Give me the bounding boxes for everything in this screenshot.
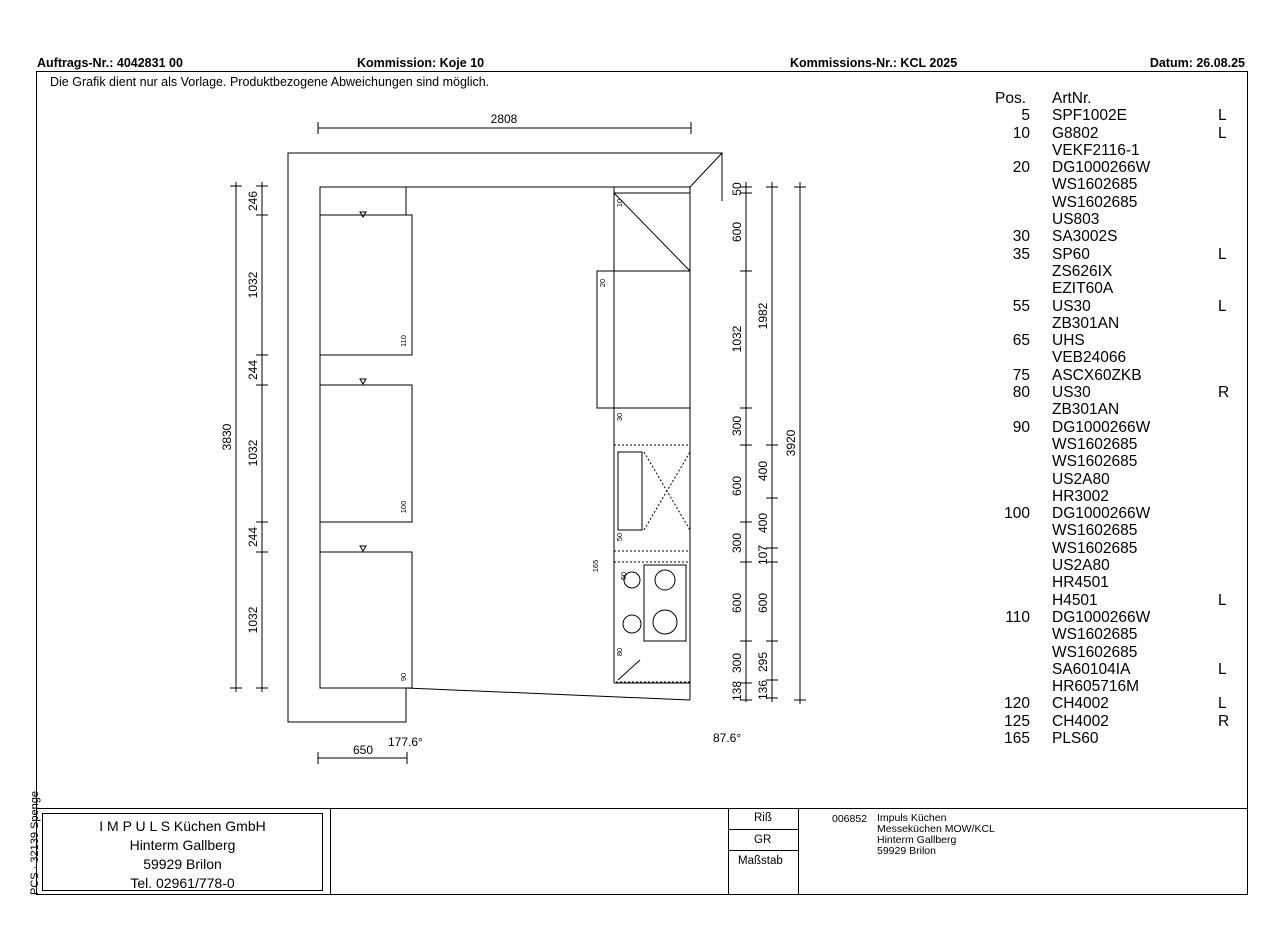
row-side: L <box>1218 660 1227 678</box>
row-art: WS1602685 <box>1052 522 1138 540</box>
row-art: DG1000266W <box>1052 505 1151 523</box>
pos-header: Pos. <box>995 90 1027 107</box>
row-art: HR605716M <box>1052 678 1140 696</box>
row-art: WS1602685 <box>1052 539 1138 557</box>
footer-divider <box>728 829 798 830</box>
row-art: DG1000266W <box>1052 159 1151 177</box>
dim-right-col1: 600 <box>730 475 744 497</box>
inner-label: 30 <box>615 412 624 422</box>
row-art: WS1602685 <box>1052 626 1138 644</box>
dim-left-total: 3830 <box>220 423 234 451</box>
row-art: WS1602685 <box>1052 176 1138 194</box>
parts-table-row <box>990 263 1240 280</box>
parts-table-row <box>990 471 1240 488</box>
dim-right-col2: 400 <box>756 460 770 482</box>
row-art: US2A80 <box>1052 557 1110 575</box>
dim-left-seg: 1032 <box>246 271 260 299</box>
order-number: Auftrags-Nr.: 4042831 00 <box>37 56 183 70</box>
row-art: VEKF2116-1 <box>1052 141 1140 159</box>
footer-divider <box>728 808 729 895</box>
parts-table-row <box>990 211 1240 228</box>
row-art: G8802 <box>1052 124 1099 142</box>
row-art: ZS626IX <box>1052 262 1113 280</box>
inner-label: 80 <box>615 647 624 657</box>
parts-table-row <box>990 592 1240 609</box>
parts-table-row <box>990 609 1240 626</box>
row-art: DG1000266W <box>1052 608 1151 626</box>
angle-left: 177.6° <box>388 735 423 749</box>
parts-table-row <box>990 713 1240 730</box>
row-pos: 35 <box>1012 245 1030 263</box>
row-pos: 5 <box>1021 107 1030 125</box>
commission-number: Kommissions-Nr.: KCL 2025 <box>790 56 958 70</box>
inner-label: 100 <box>399 500 408 514</box>
row-pos: 65 <box>1012 332 1030 350</box>
row-side: L <box>1218 591 1227 609</box>
parts-table-row <box>990 246 1240 263</box>
row-art: US2A80 <box>1052 470 1110 488</box>
row-art: WS1602685 <box>1052 193 1138 211</box>
dim-right-col2: 400 <box>756 512 770 534</box>
row-side: R <box>1218 712 1230 730</box>
dim-left-seg: 246 <box>246 190 260 212</box>
customer-address <box>877 813 995 857</box>
row-art: VEB24066 <box>1052 349 1127 367</box>
row-art: SP60 <box>1052 245 1090 263</box>
project-code: 006852 <box>832 813 868 825</box>
dim-left-seg: 244 <box>246 359 260 381</box>
parts-table-row <box>990 730 1240 747</box>
dim-top-width: 2808 <box>490 112 518 126</box>
row-art: ZB301AN <box>1052 314 1120 332</box>
inner-label: 60 <box>619 571 628 581</box>
row-art: SA60104IA <box>1052 660 1131 678</box>
parts-table-row <box>990 332 1240 349</box>
dim-right-col2: 136 <box>756 679 770 701</box>
parts-table-row <box>990 661 1240 678</box>
address-line: Hinterm Gallberg <box>877 834 957 846</box>
parts-table-row <box>990 194 1240 211</box>
row-side: L <box>1218 695 1227 713</box>
row-pos: 10 <box>1012 124 1030 142</box>
dim-right-col2: 600 <box>756 592 770 614</box>
parts-table-row <box>990 107 1240 124</box>
row-pos: 55 <box>1012 297 1030 315</box>
parts-table-row <box>990 540 1240 557</box>
angle-right: 87.6° <box>713 731 742 745</box>
sink-unit <box>614 445 690 551</box>
row-art: HR3002 <box>1052 487 1109 505</box>
date: Datum: 26.08.25 <box>1149 56 1245 70</box>
row-pos: 120 <box>1004 695 1030 713</box>
row-pos: 100 <box>1004 505 1030 523</box>
inner-label: 10 <box>615 198 624 208</box>
parts-table-row <box>990 436 1240 453</box>
row-art: EZIT60A <box>1052 280 1114 298</box>
row-side: R <box>1218 384 1230 402</box>
parts-table-row <box>990 401 1240 418</box>
left-cabinet-1 <box>320 215 412 355</box>
dim-left-seg: 1032 <box>246 606 260 634</box>
parts-table-row <box>990 228 1240 245</box>
parts-table-row <box>990 125 1240 142</box>
gr-label: GR <box>754 834 772 846</box>
dim-right-col2: 107 <box>756 544 770 566</box>
footer-divider <box>728 850 798 851</box>
dim-left-seg: 1032 <box>246 439 260 467</box>
parts-table-row <box>990 488 1240 505</box>
parts-table-row <box>990 644 1240 661</box>
parts-table-row <box>990 678 1240 695</box>
address-line: Impuls Küchen <box>877 812 947 824</box>
hob-ring <box>653 610 677 634</box>
row-art: SA3002S <box>1052 228 1118 246</box>
dim-right-col2: 295 <box>756 651 770 673</box>
side-label: PCS · 32139 Spenge <box>29 791 41 895</box>
parts-table-row <box>990 695 1240 712</box>
company-name: I M P U L S Küchen GmbH <box>99 818 266 834</box>
parts-table-row <box>990 557 1240 574</box>
dim-right-col1: 300 <box>730 532 744 554</box>
company-street: Hinterm Gallberg <box>129 837 236 853</box>
parts-table <box>990 90 1240 747</box>
parts-table-row <box>990 453 1240 470</box>
dim-right-col1: 600 <box>730 592 744 614</box>
inner-label: 50 <box>615 532 624 542</box>
row-pos: 165 <box>1004 729 1030 747</box>
row-side: L <box>1218 124 1227 142</box>
parts-table-row <box>990 176 1240 193</box>
row-art: US30 <box>1052 297 1091 315</box>
dim-right-col1: 138 <box>730 680 744 702</box>
left-cabinet-3 <box>320 552 412 688</box>
parts-table-row <box>990 349 1240 366</box>
row-art: UHS <box>1052 332 1085 350</box>
parts-table-header <box>990 90 1240 107</box>
row-side: L <box>1218 245 1227 263</box>
parts-table-row <box>990 626 1240 643</box>
row-art: WS1602685 <box>1052 435 1138 453</box>
disclaimer-note: Die Grafik dient nur als Vorlage. Produktbezogene Abweichungen sind möglich. <box>50 75 490 89</box>
dim-right-col2: 1982 <box>756 302 770 330</box>
outer-wall-left <box>288 153 722 722</box>
company-box <box>42 813 323 891</box>
hob <box>644 565 686 641</box>
art-header: ArtNr. <box>1052 90 1092 107</box>
inner-label: 165 <box>591 559 600 573</box>
row-side: L <box>1218 107 1227 125</box>
dim-right-col1: 50 <box>730 182 744 196</box>
parts-table-row <box>990 298 1240 315</box>
parts-table-row <box>990 159 1240 176</box>
parts-table-row <box>990 522 1240 539</box>
parts-table-row <box>990 505 1240 522</box>
commission: Kommission: Koje 10 <box>357 56 485 70</box>
sink-bowl <box>618 452 642 530</box>
massstab-label: Maßstab <box>738 855 783 867</box>
row-pos: 20 <box>1012 159 1030 177</box>
dim-bottom-depth: 650 <box>352 743 374 757</box>
address-line: Messeküchen MOW/KCL <box>877 823 995 835</box>
company-city: 59929 Brilon <box>143 856 222 872</box>
row-art: HR4501 <box>1052 574 1109 592</box>
parts-table-row <box>990 574 1240 591</box>
footer-divider <box>798 808 799 895</box>
tall-cabinet <box>597 271 690 408</box>
row-art: PLS60 <box>1052 729 1099 747</box>
dim-right-col1: 300 <box>730 415 744 437</box>
row-art: WS1602685 <box>1052 453 1138 471</box>
parts-table-row <box>990 384 1240 401</box>
row-art: WS1602685 <box>1052 643 1138 661</box>
hob-ring <box>623 615 641 633</box>
row-art: ZB301AN <box>1052 401 1120 419</box>
company-phone: Tel. 02961/778-0 <box>130 875 235 891</box>
row-art: CH4002 <box>1052 695 1109 713</box>
parts-table-row <box>990 280 1240 297</box>
hob-ring <box>655 570 675 590</box>
dim-right-col1: 1032 <box>730 325 744 353</box>
parts-table-row <box>990 419 1240 436</box>
row-side: L <box>1218 297 1227 315</box>
inner-label: 110 <box>399 335 408 347</box>
dim-right-total: 3920 <box>784 429 798 457</box>
row-pos: 80 <box>1012 384 1030 402</box>
parts-table-row <box>990 142 1240 159</box>
row-pos: 90 <box>1012 418 1030 436</box>
footer-divider <box>330 808 331 895</box>
row-art: CH4002 <box>1052 712 1109 730</box>
parts-table-row <box>990 367 1240 384</box>
dim-right-col1: 600 <box>730 221 744 243</box>
riss-label: Riß <box>754 812 772 824</box>
row-pos: 110 <box>1005 608 1030 626</box>
row-pos: 125 <box>1004 712 1030 730</box>
address-line: 59929 Brilon <box>877 845 936 857</box>
row-art: ASCX60ZKB <box>1052 366 1142 384</box>
parts-table-row <box>990 315 1240 332</box>
row-pos: 30 <box>1012 228 1030 246</box>
row-art: SPF1002E <box>1052 107 1127 125</box>
row-art: H4501 <box>1052 591 1098 609</box>
row-pos: 75 <box>1012 366 1030 384</box>
inner-label: 20 <box>598 278 607 288</box>
row-art: DG1000266W <box>1052 418 1151 436</box>
row-art: US30 <box>1052 384 1091 402</box>
row-art: US803 <box>1052 211 1100 229</box>
dim-left-seg: 244 <box>246 526 260 548</box>
inner-label: 90 <box>399 672 408 682</box>
dim-right-col1: 300 <box>730 652 744 674</box>
